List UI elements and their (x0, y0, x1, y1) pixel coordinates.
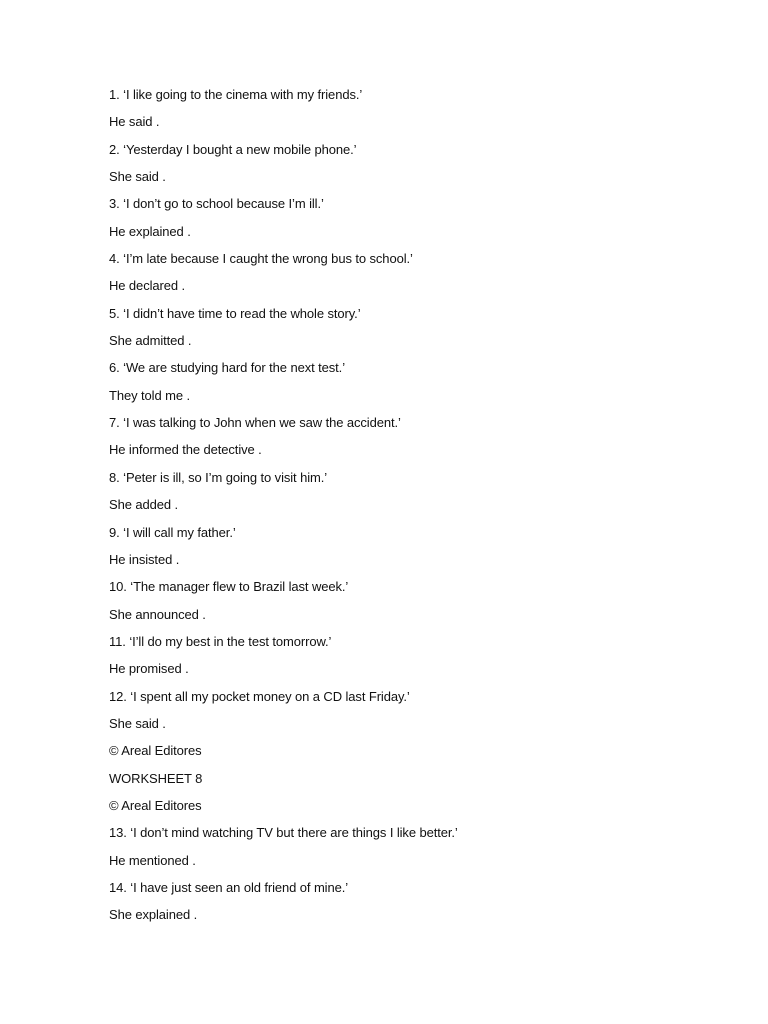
answer-line-2: She said . (109, 169, 166, 185)
prompt-line-2: 2. ‘Yesterday I bought a new mobile phone.’ (109, 141, 357, 157)
prompt-line-14: 14. ‘I have just seen an old friend of mine.’ (109, 879, 349, 895)
answer-line-4: He declared . (109, 278, 186, 294)
prompt-line-4: 4. ‘I’m late because I caught the wrong bus to school.’ (109, 251, 413, 267)
prompt-line-1: 1. ‘I like going to the cinema with my friends.’ (109, 87, 363, 102)
answer-line-1: He said . (109, 114, 160, 130)
prompt-line-8: 8. ‘Peter is ill, so I’m going to visit him.’ (109, 469, 328, 485)
prompt-line-10: 10. ‘The manager flew to Brazil last week.’ (109, 579, 349, 595)
prompt-line-6: 6. ‘We are studying hard for the next test.’ (109, 360, 345, 376)
answer-line-8: She added . (109, 497, 179, 513)
answer-line-12: She said . (109, 715, 166, 731)
answer-line-3: He explained . (109, 223, 191, 239)
answer-line-14: She explained . (109, 907, 198, 923)
prompt-line-7: 7. ‘I was talking to John when we saw the accident.’ (109, 415, 401, 431)
copyright-line: © Areal Editores (109, 797, 202, 813)
answer-line-10: She announced . (109, 606, 206, 622)
prompt-line-13: 13. ‘I don’t mind watching TV but there are things I like better.’ (109, 825, 458, 841)
worksheet-lines (109, 84, 729, 932)
answer-line-7: He informed the detective . (109, 442, 262, 458)
prompt-line-12: 12. ‘I spent all my pocket money on a CD last Friday.’ (109, 688, 410, 704)
answer-line-9: He insisted . (109, 551, 180, 567)
prompt-line-9: 9. ‘I will call my father.’ (109, 524, 236, 540)
answer-line-6: They told me . (109, 387, 190, 403)
copyright-line: © Areal Editores (109, 743, 202, 759)
answer-line-5: She admitted . (109, 333, 192, 349)
answer-line-11: He promised . (109, 661, 189, 677)
worksheet-heading: WORKSHEET 8 (109, 770, 203, 786)
prompt-line-3: 3. ‘I don’t go to school because I’m ill.’ (109, 196, 324, 212)
prompt-line-11: 11. ‘I’ll do my best in the test tomorrow.’ (109, 633, 332, 649)
answer-line-13: He mentioned . (109, 852, 196, 868)
prompt-line-5: 5. ‘I didn’t have time to read the whole story.’ (109, 305, 361, 321)
